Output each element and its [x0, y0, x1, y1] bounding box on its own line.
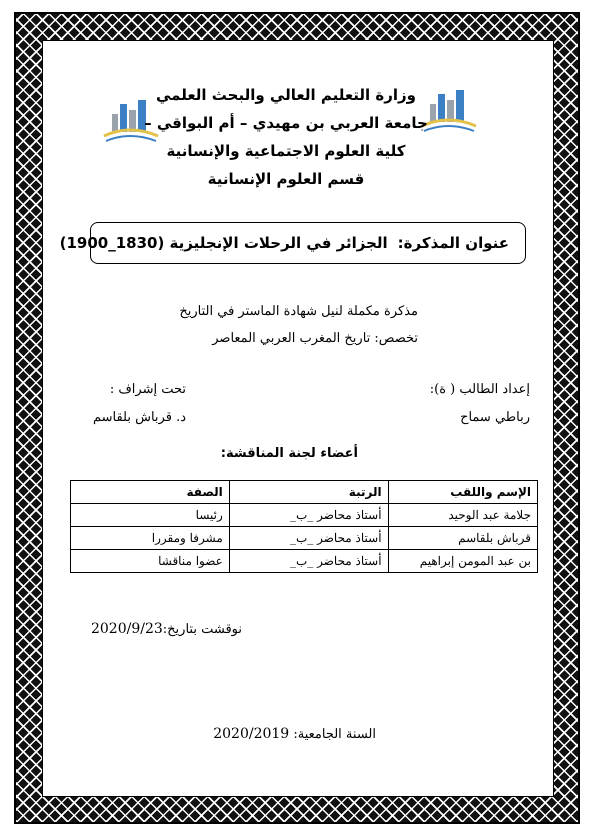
- defense-date: 2020/9/23: [90, 621, 163, 637]
- defense-date-line: [91, 621, 242, 637]
- ministry-name: وزارة التعليم العالي والبحث العلمي: [155, 86, 417, 104]
- column-header-rank: الرتبة: [229, 481, 388, 504]
- member-name: جلامة عبد الوحيد: [388, 504, 537, 527]
- member-name: قرباش بلقاسم: [388, 527, 537, 550]
- table-row: [71, 504, 538, 527]
- member-role: عضوا مناقشا: [71, 550, 230, 573]
- table-row: [71, 527, 538, 550]
- title-label: عنوان المذكرة:: [397, 234, 509, 252]
- supervisor-name: د. قرباش بلقاسم: [92, 410, 186, 425]
- column-header-role: الصفة: [71, 481, 230, 504]
- committee-heading: أعضاء لجنة المناقشة:: [220, 446, 358, 461]
- academic-year-value: 2020/2019: [213, 726, 290, 742]
- supervisor-label: تحت إشراف :: [109, 382, 186, 397]
- degree-statement: مذكرة مكملة لنيل شهادة الماستر في التاريخ: [179, 304, 418, 319]
- column-header-name: الإسم واللقب: [388, 481, 537, 504]
- academic-year-line: [213, 726, 376, 742]
- table-header-row: [71, 481, 538, 504]
- faculty-name: كلية العلوم الاجتماعية والإنسانية: [166, 142, 406, 160]
- student-label: إعداد الطالب ( ة):: [429, 382, 530, 397]
- title-value: الجزائر في الرحلات الإنجليزية (1830_1900): [59, 234, 388, 252]
- member-name: بن عبد المومن إبراهيم: [388, 550, 537, 573]
- department-name: قسم العلوم الإنسانية: [207, 170, 365, 188]
- university-name: جامعة العربي بن مهيدي – أم البواقي –: [144, 114, 428, 132]
- specialty: تخصص: تاريخ المغرب العربي المعاصر: [212, 331, 418, 346]
- table-row: [71, 550, 538, 573]
- member-role: رئيسا: [71, 504, 230, 527]
- member-rank: أستاذ محاضر _ب_: [229, 527, 388, 550]
- student-name: رباطي سماح: [460, 410, 530, 425]
- committee-table: [70, 480, 538, 573]
- defense-label: نوقشت بتاريخ:: [162, 622, 242, 637]
- member-rank: أستاذ محاضر _ب_: [229, 550, 388, 573]
- member-rank: أستاذ محاضر _ب_: [229, 504, 388, 527]
- thesis-title-box: [59, 222, 526, 264]
- member-role: مشرفا ومقررا: [71, 527, 230, 550]
- academic-year-label: السنة الجامعية:: [293, 727, 376, 742]
